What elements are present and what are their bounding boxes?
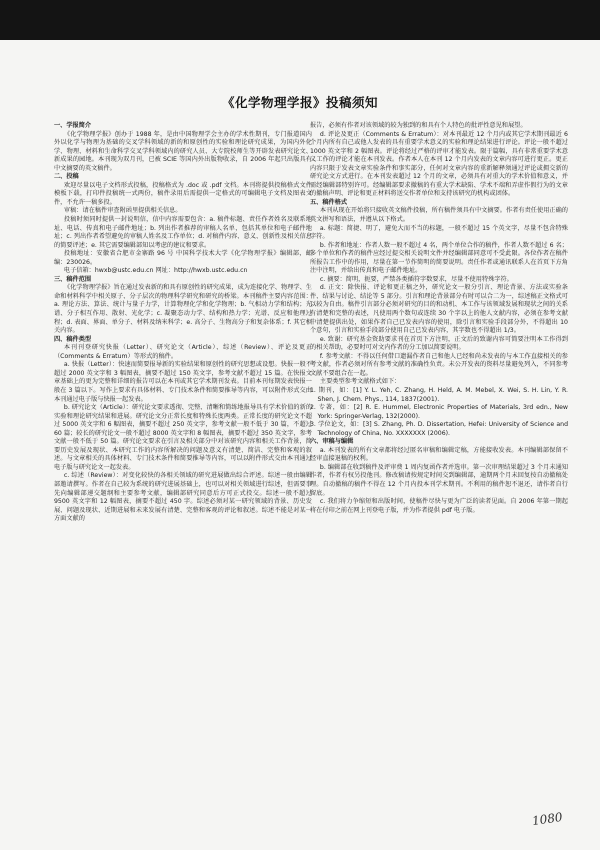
paragraph: 审稿：请在稿件审查附函里提供相关信息。 [63, 207, 182, 215]
reference-example: 3. 学位论文，如：[3] S. Zhang, Ph. D. Dissertation, Hefei: University of Science and Technology of China, No. XXXXXXX (2006). [310, 421, 568, 437]
paragraph: d. 评论及更正（Comments & Erratum）：对本刊最近 12 个月内或其它学术期刊最近 6 个月内所有自己或他人发表的具有重要学术意义的实验和理论结果进行评论。评论一般不超过 1000 英文字和 2 幅图表。评论将经过严格的评审才能发表。限于篇幅，具有非常重要学术意义工作的评论才能在本刊发表。作者本人在本刊 12 个月内发表的文章内容可进行更正。更正内容只限于发表文章实验条件和事实部分，任何对文章内容的重新解释须通过评论或拥交新的研究论文方式进行。在本刊发表超过 12 个月的文章，必须具有对重大的学术价值和意义，并需经编辑部特别许可。经编辑部要求撤稿的有重大学术缺陷、学术不端和弄虚作假行为的文章的撤稿声明、评论和更正材料将送交作者单位和支持该研究的机构或团体。 [310, 130, 568, 198]
paragraph: 本刊从现在开始将只接收英文稿件投稿，所有稿件须具有中文摘要。作者有责任使用正确的英文拼写和语法，并遵从以下格式。 [310, 207, 568, 224]
paragraph: b. 作者和地址：作者人数一般不超过 4 名，两个单位合作的稿件，作者人数不超过 6 名；多个单位和作者的稿件应经过提交相关说明文件并经编辑部同意可不受此限。各位作者在稿件所报告工作中的作用，尽量在第一节作简明的简要说明。责任作者或通讯联系人在首页下方角注中注明，并给出传真和电子邮件地址。 [310, 241, 568, 275]
left-column [54, 122, 312, 524]
scan-top-border [0, 0, 600, 40]
paragraph: b. 编辑部在收到稿件及评审费 1 周内复函作者并选审。第一次审理结果超过 3 个月未通知作者，作者有权另投他刊。修改稿请按规定时间交到编辑部，逾期两个月未回复按自动撤稿处理。自动撤稿的稿件不得在 12 个月内投本刊学术期刊。不利用的稿件恕不退还，请作者自行留底。 [310, 463, 568, 497]
paragraph: c. 我们将力争缩短和出版时间，使稿件尽快与更为广泛的读者见面。自 2006 年第一期起将在付印之前在网上刊登电子版，并为作者提供 pdf 电子版。 [310, 498, 568, 514]
paragraph: a. 本刊发表的所有文章都将经过匿名审稿和编辑定稿，方能接收发表。本刊编辑部保留不经审直接退稿的权利。 [310, 446, 568, 463]
paragraph: 《化学物理学报》旨在通过发表新的和具有原创性的研究成果，成为连接化学、物理学、生命和材料科学中相关原子、分子层次的物理科学研究和研究的桥梁。本刊稿件主要内容范围：a. 理论方法、算法、统计与量子力学，计算物理化学和化学物理；b. 气相动力学和结构；光谱、分子相互作用、散射、光化学；c. 凝聚态动力学、结构和热力学；光谱、反应和他理过程；d. 表面、界面、单分子、材料及纳米科学；e. 高分子、生物高分子和复杂体系；f. 其它相关内容。 [54, 284, 312, 335]
paragraph: a. 标题：简捷、明了，避免大而不当的标题，一般不超过 15 个英文字，尽量不包含特殊字符。 [310, 224, 568, 241]
handwritten-page-number: 1080 [531, 809, 564, 829]
paragraph: 投稿时须同时提供一封说明信，信中内容需要包含：a. 稿件标题、责任作者姓名及联系地址、电话、传真和电子邮件地址；b. 列出作者推荐的审稿人名单，包括其单位和电子邮件地址；c. 列出作者希望避免的审稿人姓名及工作单位；d. 对稿件内容、意义、创新性及相关信息的简要评述；e. 其它需要编辑部知以考虑的建议和要求。 [54, 216, 312, 249]
section-heading: 五、稿件格式 [310, 198, 348, 206]
paragraph: 投稿地址：安徽省合肥市金寨路 96 号 中国科学技术大学《化学物理学报》编辑部，邮编：230026。 [54, 250, 312, 266]
paragraph: a. 快报（Letter）：快速而简要报导新的实验结果和原创性的研究思想或设想。快报一般不超过 2000 英文字和 3 幅图表，摘要不超过 150 英文字，参考文献不超过 15 篇。在快报文章基础上的更为完整和详细的报告可以在本刊或其它学术期刊发表。目前本刊每期发表快报一般在 3 篇以下。写作上要求有具体材料、专门技术条件和简要推导等内容，可以附件形式交由本刊通过电子版与快报一起发表。 [54, 361, 312, 403]
paragraph: 欢迎尽量以电子文档形式投稿，投稿格式为 .doc 或 .pdf 文档。本刊将提供投稿格式文件模板下载，打印件投稿统一式两份，稿件录用后需提供一定格式的可编辑电子文档及图表文件，不允许一稿多投。 [54, 181, 312, 206]
section-heading: 二、投稿 [54, 173, 79, 181]
paragraph: 报告，必须有作者对该领域的较为独到的和具有个人特色的批评性意见和展望。 [310, 122, 527, 129]
reference-example: 1. 期刊，如：[1] Y. L. Yeh, C. Zhang, H. Held, A. M. Mebel, X. Wei, S. H. Lin, Y. R. Shen, J. Chem. Phys., 114, 1837(2001). [310, 386, 568, 403]
paragraph: 本刊刊登研究快报（Letter）、研究论文（Article）、综述（Review）、评论及更正（Comments & Erratum）等形式的稿件。 [54, 344, 312, 360]
paragraph: d. 正文：除快报、评论和更正稿之外，研究论文一般分引言、理论背景、方法或实验条件、结果与讨论、结论等 5 部分。引言和理论背景部分有时可以合二为一，综述稿正文格式可以较为自由。稿件引言部分必须对研究的目的和动机、本工作与该领域发展和现状之间的关系有清楚和完整的表述，凡使用两个数句或连续 30 个字以上的他人文献内容，必须在参考文献中清楚提供出处，如果作者自己已发表内容的使用，除引言和实验手段部分外，不得超出 10 个意句，引言和实验手段部分使用自己已发表内容，其字数也不得超出 1/3。 [310, 284, 568, 335]
paragraph: e. 致谢：研究基金资助要求刊在首页下方注明，正文后的致谢内容可简要注明本工作得到的相关帮助，必要时可对文内作者的分工加以简要说明。 [310, 335, 568, 352]
right-column [310, 122, 568, 515]
section-heading: 一、学报简介 [54, 122, 92, 129]
paragraph: c. 综述（Review）：对变化较快的各相关领域的研究进展做出综合评述。综述一般由编辑部邀请撰写。作者在自己较为系统的研究进展基础上，也可以对相关领域进行综述，但需要事先向编辑部递交题纲和主要参考文献，编辑部研究同意后方可正式投交。综述一般不超过 9500 英文字和 12 幅图表，摘要不超过 450 字。综述必须对某一研究领域的背景、历史发展、问题及现状、近期进展和未来发展有清楚、完整和客观的评论和叙述。综述不能是对某一方面文献的 [54, 472, 312, 523]
section-heading: 六、审稿与编辑 [310, 438, 354, 446]
paragraph: 《化学物理学报》创办于 1988 年，是由中国物理学会主办的学术性期刊，专门报道国内外以化学与物理为基础的交叉学科领域的新的和原创性的实验和理论研究成果，为国内外化学、物理、材料和生命科学交叉学科领域内的研究人员、大专院校师生等开辟发表研究论文、新成果的园地。本刊现为双月刊，已被 SCIE 等国内外出版物收录，自 2006 年起只出版具有中文摘要的英文稿件。 [54, 130, 312, 172]
section-heading: 三、稿件范围 [54, 275, 92, 283]
paragraph: c. 摘要：简明，扼要，严禁各类插符字数要求，尽量不使用特殊字符。 [319, 275, 513, 283]
paragraph: b. 研究论文（Article）：研究论文要求透彻、完整、清晰和简练地报导具有学术价值的新的实验和理论研究结果和进展。研究论文分正常长度和特殊长度两类。正常长度的研究论文不超过 5000 英文字和 6 幅图表，摘要不超过 250 英文字，参考文献一般不低于 30 篇，不超过 60 篇；较长的研究论文一般不超过 8000 英文字和 8 幅图表，摘要不超过 350 英文字，参考文献一般不低于 50 篇。研究论文要求在引言及相关部分中对该研究内容和相关工作背景，简要历史发展及现状、本研究工作的内容所解决的问题及意义有清楚、简洁、完整和客观的叙述。与文章相关的具体材料、专门技术条件和简要推导等内容，可以以附件形式交由本刊通过电子版与研究论文一起发表。 [54, 404, 312, 471]
reference-example: 2. 专著，如：[2] R. E. Hummel, Electronic Properties of Materials, 3rd edn., New York: Springer-Verlag, 132(2000). [310, 404, 568, 420]
paragraph: f. 参考文献：不得以任何借口遗漏作者自己和他人已经和尚未发表的与本工作直接相关的参考文献，作者必须对所有参考文献的准确性负责。未公开发表的资料尽量避免列入，不同参考文献不要组合在一起。 [310, 352, 568, 377]
section-heading: 四、稿件类型 [54, 335, 92, 343]
page-title: 《化学物理学报》投稿须知 [221, 95, 378, 110]
contact-line: 电子信箱：hwxb@ustc.edu.cn 网址：http://hwxb.ustc.edu.cn [63, 267, 248, 275]
paragraph: 主要类型参考文献格式如下： [319, 378, 401, 386]
